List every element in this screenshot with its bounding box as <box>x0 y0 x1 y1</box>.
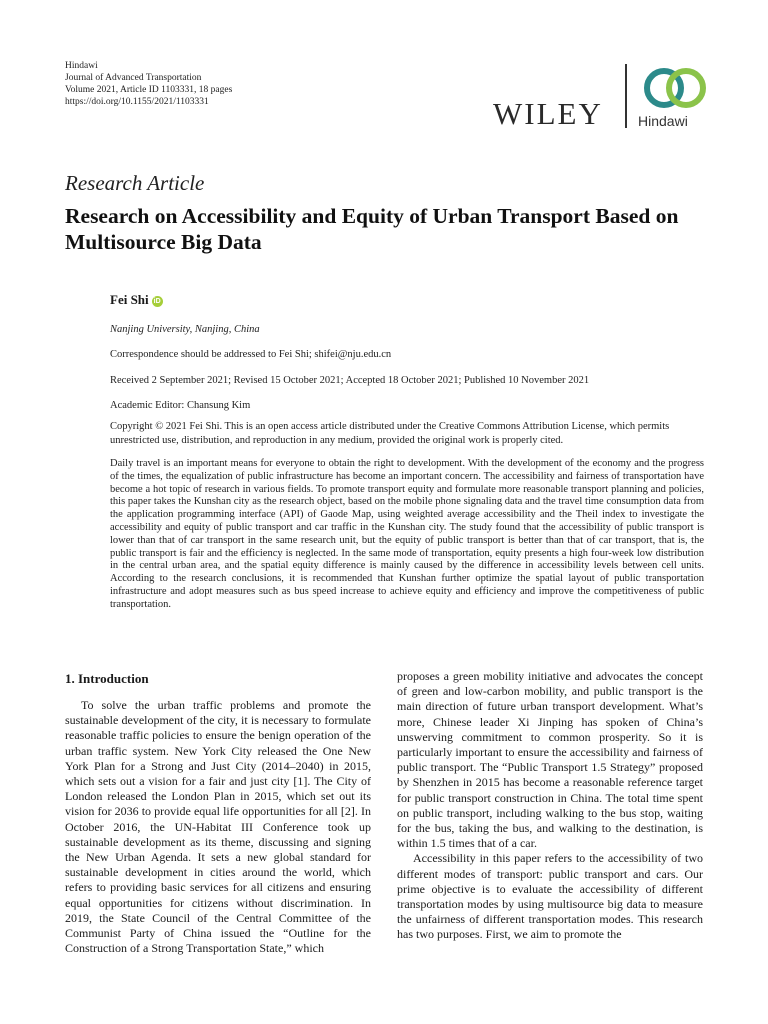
paragraph: proposes a green mobility initiative and advocates the concept of green and low-carbon mobility, and public transport is the main direction of future urban transport development. What’s more, Chinese leader Xi Jinping has spoken of China’s unswerving commitment to common prosperity. So it is particularly important to ensure the accessibility and fairness of public transport. The “Public Transport 1.5 Strategy” proposed by Shenzhen in 2015 has become a reasonable reference target for public transport construction in China. The total time spent on public transport, including walking to the bus stop, waiting for the bus, taking the bus, and walking to the destination, is within 1.5 times that of a car. <box>397 669 703 851</box>
hindawi-logo-text: Hindawi <box>638 113 688 129</box>
abstract: Daily travel is an important means for everyone to obtain the right to development. With the development of the economy and the progress of the times, the equalization of public infrastructure has become an important concern. The accessibility and fairness of transportation have become a hot topic of research in various fields. To promote transport equity and formulate more reasonable transport planning and policies, this paper takes the Kunshan city as the research object, based on the mobile phone signaling data and the travel time consumption data from the application programming interface (API) of Gaode Map, using weighted average accessibility and the Theil index to investigate the accessibility and equity of public transport and car traffic in the Kunshan city. The study found that the accessibility of public transport is lower than that of car transport in the same research unit, but the equity of public transport is better than that of car transport, that is, the public transport is fair and the efficiency is neglected. In the same mode of transportation, equity presents a high four-week low distribution in the central urban area, and the spatial equity difference is mainly caused by the difference in accessibility levels between cell units. According to the research conclusions, it is recommended that Kunshan further optimize the spatial layout of public transportation infrastructure and adopt measures such as bus speed increase to achieve equity and efficiency and improve the competitiveness of public transportation. <box>110 458 704 610</box>
hindawi-rings-icon <box>636 64 716 114</box>
correspondence: Correspondence should be addressed to Fei Shi; shifei@nju.edu.cn <box>110 349 392 360</box>
volume-info: Volume 2021, Article ID 1103331, 18 pages <box>65 85 233 95</box>
article-title: Research on Accessibility and Equity of Urban Transport Based on Multisource Big Data <box>65 204 679 254</box>
publication-dates: Received 2 September 2021; Revised 15 October 2021; Accepted 18 October 2021; Published 10 November 2021 <box>110 375 590 386</box>
section-heading: 1. Introduction <box>65 671 149 686</box>
publisher-name: Hindawi <box>65 61 98 71</box>
academic-editor: Academic Editor: Chansung Kim <box>110 400 251 411</box>
article-type: Research Article <box>65 171 205 195</box>
paragraph: Accessibility in this paper refers to the accessibility of two different modes of transport: public transport and cars. Our prime objective is to evaluate the accessibility of different transportation modes by using multisource big data to measure the unfairness of different transportation modes. This research has two purposes. First, we aim to promote the <box>397 851 703 942</box>
doi-link[interactable]: https://doi.org/10.1155/2021/1103331 <box>65 97 209 107</box>
body-column-right <box>397 669 703 943</box>
paragraph: To solve the urban traffic problems and promote the sustainable development of the city, it is necessary to formulate reasonable traffic policies to ensure the benign operation of the urban traffic system. New York City released the One New York Plan for a Strong and Just City (2014–2040) in 2015, which sets out a vision for a fair and just city [1]. The City of London released the London Plan in 2015, which set out its vision for 2036 to provide equal life opportunities for all [2]. In October 2016, the UN-Habitat III Conference took up sustainable development as its theme, discussing and signing the New Urban Agenda. It sets a new global standard for sustainable development in cities around the world, which refers to providing basic services for all citizens and ensuring equal opportunities for citizens without discrimination. In 2019, the State Council of the Central Committee of the Communist Party of China issued the “Outline for the Construction of a Strong Transportation State,” which <box>65 698 371 956</box>
author-line <box>110 292 163 308</box>
body-column-left <box>65 698 371 956</box>
author-name: Fei Shi <box>110 292 149 307</box>
wiley-logo: WILEY <box>493 96 603 131</box>
journal-name: Journal of Advanced Transportation <box>65 73 202 83</box>
affiliation: Nanjing University, Nanjing, China <box>110 324 260 335</box>
copyright-notice: Copyright © 2021 Fei Shi. This is an open access article distributed under the Creative Commons Attribution License, which permits unrestricted use, distribution, and reproduction in any medium, provided the original work is properly cited. <box>110 421 670 446</box>
journal-meta <box>65 60 232 108</box>
orcid-icon[interactable]: iD <box>153 298 161 305</box>
logo-divider <box>625 64 627 128</box>
